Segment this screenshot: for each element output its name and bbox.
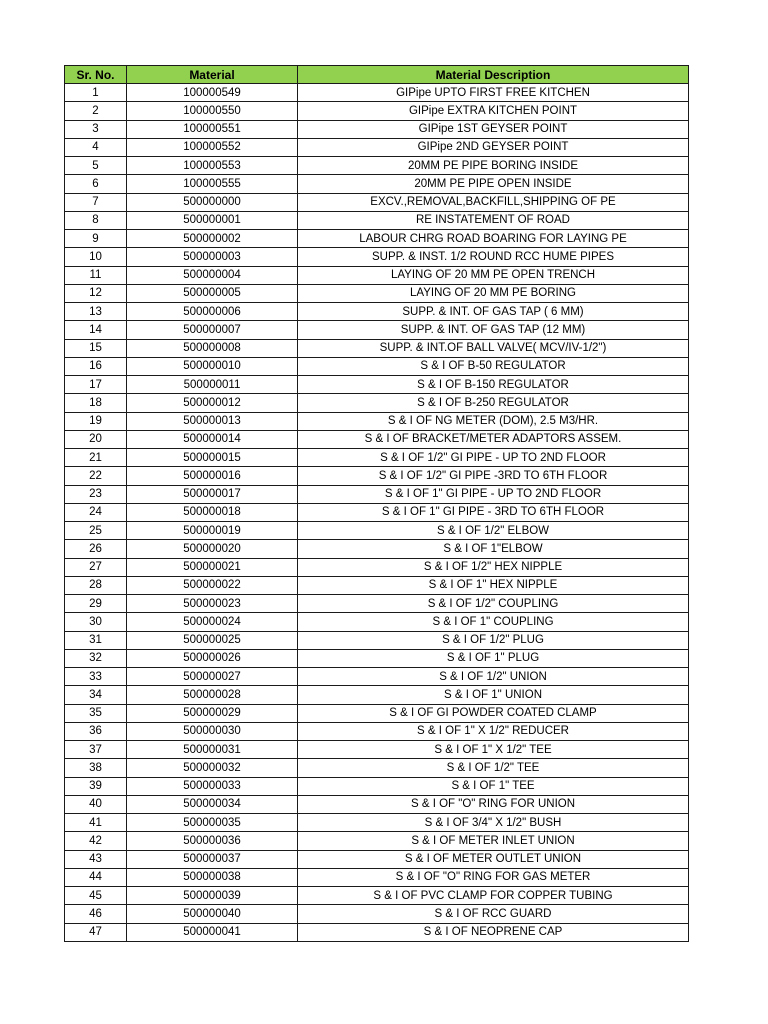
sr-no-cell: 47 xyxy=(65,923,127,941)
sr-no-cell: 7 xyxy=(65,193,127,211)
sr-no-cell: 16 xyxy=(65,357,127,375)
table-row xyxy=(65,102,689,120)
table-row xyxy=(65,84,689,102)
sr-no-cell: 25 xyxy=(65,522,127,540)
table-row xyxy=(65,339,689,357)
sr-no-cell: 19 xyxy=(65,412,127,430)
table-row xyxy=(65,795,689,813)
material-description-cell: S & I OF RCC GUARD xyxy=(298,905,689,923)
table-row xyxy=(65,887,689,905)
material-code-cell: 500000017 xyxy=(127,485,298,503)
sr-no-cell: 23 xyxy=(65,485,127,503)
table-row xyxy=(65,522,689,540)
sr-no-cell: 12 xyxy=(65,284,127,302)
table-row xyxy=(65,449,689,467)
sr-no-cell: 44 xyxy=(65,868,127,886)
material-description-cell: S & I OF METER OUTLET UNION xyxy=(298,850,689,868)
material-description-cell: S & I OF 1/2" COUPLING xyxy=(298,595,689,613)
sr-no-cell: 45 xyxy=(65,887,127,905)
material-description-cell: S & I OF B-250 REGULATOR xyxy=(298,394,689,412)
sr-no-cell: 42 xyxy=(65,832,127,850)
material-description-cell: S & I OF 1/2" GI PIPE - UP TO 2ND FLOOR xyxy=(298,449,689,467)
table-body xyxy=(65,84,689,942)
table-row xyxy=(65,576,689,594)
material-description-cell: SUPP. & INT. OF GAS TAP (12 MM) xyxy=(298,321,689,339)
material-description-cell: S & I OF 1/2" HEX NIPPLE xyxy=(298,558,689,576)
material-description-cell: S & I OF 1" PLUG xyxy=(298,649,689,667)
material-code-cell: 500000041 xyxy=(127,923,298,941)
material-description-cell: S & I OF METER INLET UNION xyxy=(298,832,689,850)
material-description-cell: RE INSTATEMENT OF ROAD xyxy=(298,211,689,229)
sr-no-cell: 11 xyxy=(65,266,127,284)
material-code-cell: 500000022 xyxy=(127,576,298,594)
material-table xyxy=(64,65,689,942)
material-code-cell: 500000014 xyxy=(127,430,298,448)
sr-no-cell: 33 xyxy=(65,668,127,686)
sr-no-cell: 37 xyxy=(65,741,127,759)
material-description-cell: GIPipe 2ND GEYSER POINT xyxy=(298,138,689,156)
table-row xyxy=(65,376,689,394)
sr-no-cell: 6 xyxy=(65,175,127,193)
sr-no-cell: 43 xyxy=(65,850,127,868)
material-description-cell: S & I OF "O" RING FOR UNION xyxy=(298,795,689,813)
material-description-cell: LAYING OF 20 MM PE OPEN TRENCH xyxy=(298,266,689,284)
material-description-cell: S & I OF NEOPRENE CAP xyxy=(298,923,689,941)
sr-no-cell: 22 xyxy=(65,467,127,485)
sr-no-cell: 2 xyxy=(65,102,127,120)
material-description-cell: S & I OF B-150 REGULATOR xyxy=(298,376,689,394)
sr-no-cell: 35 xyxy=(65,704,127,722)
table-row xyxy=(65,540,689,558)
material-description-cell: SUPP. & INST. 1/2 ROUND RCC HUME PIPES xyxy=(298,248,689,266)
material-code-cell: 500000030 xyxy=(127,722,298,740)
material-description-cell: S & I OF 1/2" PLUG xyxy=(298,631,689,649)
material-code-cell: 500000010 xyxy=(127,357,298,375)
sr-no-cell: 3 xyxy=(65,120,127,138)
table-row xyxy=(65,175,689,193)
sr-no-cell: 32 xyxy=(65,649,127,667)
table-row xyxy=(65,248,689,266)
table-row xyxy=(65,357,689,375)
sr-no-cell: 34 xyxy=(65,686,127,704)
material-description-cell: S & I OF "O" RING FOR GAS METER xyxy=(298,868,689,886)
material-code-cell: 500000035 xyxy=(127,814,298,832)
material-code-cell: 500000011 xyxy=(127,376,298,394)
material-code-cell: 500000002 xyxy=(127,230,298,248)
material-code-cell: 500000013 xyxy=(127,412,298,430)
sr-no-cell: 40 xyxy=(65,795,127,813)
sr-no-cell: 41 xyxy=(65,814,127,832)
material-code-cell: 100000553 xyxy=(127,157,298,175)
sr-no-cell: 15 xyxy=(65,339,127,357)
material-code-cell: 500000019 xyxy=(127,522,298,540)
material-description-cell: SUPP. & INT.OF BALL VALVE( MCV/IV-1/2") xyxy=(298,339,689,357)
material-code-cell: 100000555 xyxy=(127,175,298,193)
header-material: Material xyxy=(127,66,298,84)
table-row xyxy=(65,741,689,759)
material-description-cell: S & I OF 1"ELBOW xyxy=(298,540,689,558)
table-row xyxy=(65,722,689,740)
material-description-cell: S & I OF 1/2" ELBOW xyxy=(298,522,689,540)
table-row xyxy=(65,850,689,868)
material-code-cell: 500000001 xyxy=(127,211,298,229)
material-code-cell: 100000552 xyxy=(127,138,298,156)
table-row xyxy=(65,157,689,175)
sr-no-cell: 27 xyxy=(65,558,127,576)
material-description-cell: LAYING OF 20 MM PE BORING xyxy=(298,284,689,302)
material-code-cell: 500000024 xyxy=(127,613,298,631)
table-row xyxy=(65,686,689,704)
table-row xyxy=(65,777,689,795)
table-row xyxy=(65,868,689,886)
sr-no-cell: 38 xyxy=(65,759,127,777)
material-description-cell: S & I OF B-50 REGULATOR xyxy=(298,357,689,375)
sr-no-cell: 8 xyxy=(65,211,127,229)
material-code-cell: 500000029 xyxy=(127,704,298,722)
material-code-cell: 100000550 xyxy=(127,102,298,120)
material-code-cell: 500000033 xyxy=(127,777,298,795)
sr-no-cell: 18 xyxy=(65,394,127,412)
sr-no-cell: 4 xyxy=(65,138,127,156)
material-code-cell: 100000549 xyxy=(127,84,298,102)
table-row xyxy=(65,467,689,485)
sr-no-cell: 46 xyxy=(65,905,127,923)
table-row xyxy=(65,814,689,832)
table-row xyxy=(65,558,689,576)
material-description-cell: SUPP. & INT. OF GAS TAP ( 6 MM) xyxy=(298,303,689,321)
sr-no-cell: 36 xyxy=(65,722,127,740)
table-row xyxy=(65,430,689,448)
material-code-cell: 500000040 xyxy=(127,905,298,923)
material-code-cell: 500000006 xyxy=(127,303,298,321)
material-code-cell: 500000015 xyxy=(127,449,298,467)
material-description-cell: S & I OF GI POWDER COATED CLAMP xyxy=(298,704,689,722)
table-row xyxy=(65,284,689,302)
table-header xyxy=(65,66,689,84)
table-row xyxy=(65,704,689,722)
material-description-cell: S & I OF 1" GI PIPE - UP TO 2ND FLOOR xyxy=(298,485,689,503)
material-description-cell: S & I OF 1" GI PIPE - 3RD TO 6TH FLOOR xyxy=(298,503,689,521)
material-code-cell: 500000003 xyxy=(127,248,298,266)
material-description-cell: S & I OF 1/2" TEE xyxy=(298,759,689,777)
table-row xyxy=(65,613,689,631)
sr-no-cell: 1 xyxy=(65,84,127,102)
material-code-cell: 500000012 xyxy=(127,394,298,412)
material-code-cell: 500000039 xyxy=(127,887,298,905)
table-row xyxy=(65,595,689,613)
table-row xyxy=(65,230,689,248)
material-code-cell: 500000027 xyxy=(127,668,298,686)
material-description-cell: S & I OF 1/2" UNION xyxy=(298,668,689,686)
material-code-cell: 500000031 xyxy=(127,741,298,759)
material-code-cell: 500000025 xyxy=(127,631,298,649)
material-description-cell: S & I OF 1/2" GI PIPE -3RD TO 6TH FLOOR xyxy=(298,467,689,485)
sr-no-cell: 24 xyxy=(65,503,127,521)
table-row xyxy=(65,120,689,138)
table-row xyxy=(65,266,689,284)
material-description-cell: S & I OF 1" HEX NIPPLE xyxy=(298,576,689,594)
sr-no-cell: 17 xyxy=(65,376,127,394)
table-row xyxy=(65,211,689,229)
material-description-cell: GIPipe UPTO FIRST FREE KITCHEN xyxy=(298,84,689,102)
material-description-cell: GIPipe EXTRA KITCHEN POINT xyxy=(298,102,689,120)
sr-no-cell: 9 xyxy=(65,230,127,248)
material-description-cell: S & I OF PVC CLAMP FOR COPPER TUBING xyxy=(298,887,689,905)
table-row xyxy=(65,321,689,339)
material-code-cell: 500000021 xyxy=(127,558,298,576)
sr-no-cell: 20 xyxy=(65,430,127,448)
material-description-cell: S & I OF 1" X 1/2" TEE xyxy=(298,741,689,759)
table-row xyxy=(65,394,689,412)
header-material-description: Material Description xyxy=(298,66,689,84)
material-description-cell: GIPipe 1ST GEYSER POINT xyxy=(298,120,689,138)
material-code-cell: 500000036 xyxy=(127,832,298,850)
table-row xyxy=(65,631,689,649)
sr-no-cell: 39 xyxy=(65,777,127,795)
material-description-cell: 20MM PE PIPE BORING INSIDE xyxy=(298,157,689,175)
material-code-cell: 500000018 xyxy=(127,503,298,521)
material-code-cell: 500000008 xyxy=(127,339,298,357)
sr-no-cell: 21 xyxy=(65,449,127,467)
material-description-cell: S & I OF 1" UNION xyxy=(298,686,689,704)
table-row xyxy=(65,303,689,321)
material-code-cell: 500000020 xyxy=(127,540,298,558)
material-description-cell: S & I OF NG METER (DOM), 2.5 M3/HR. xyxy=(298,412,689,430)
material-description-cell: S & I OF 1" COUPLING xyxy=(298,613,689,631)
sr-no-cell: 5 xyxy=(65,157,127,175)
table-row xyxy=(65,668,689,686)
material-code-cell: 100000551 xyxy=(127,120,298,138)
material-description-cell: EXCV.,REMOVAL,BACKFILL,SHIPPING OF PE xyxy=(298,193,689,211)
header-sr-no: Sr. No. xyxy=(65,66,127,84)
table-row xyxy=(65,503,689,521)
material-code-cell: 500000034 xyxy=(127,795,298,813)
material-code-cell: 500000028 xyxy=(127,686,298,704)
material-code-cell: 500000037 xyxy=(127,850,298,868)
material-code-cell: 500000016 xyxy=(127,467,298,485)
sr-no-cell: 26 xyxy=(65,540,127,558)
material-code-cell: 500000038 xyxy=(127,868,298,886)
sr-no-cell: 10 xyxy=(65,248,127,266)
table-row xyxy=(65,923,689,941)
table-row xyxy=(65,649,689,667)
sr-no-cell: 13 xyxy=(65,303,127,321)
material-code-cell: 500000026 xyxy=(127,649,298,667)
material-description-cell: 20MM PE PIPE OPEN INSIDE xyxy=(298,175,689,193)
sr-no-cell: 29 xyxy=(65,595,127,613)
sr-no-cell: 28 xyxy=(65,576,127,594)
material-description-cell: S & I OF BRACKET/METER ADAPTORS ASSEM. xyxy=(298,430,689,448)
table-row xyxy=(65,759,689,777)
material-code-cell: 500000032 xyxy=(127,759,298,777)
material-code-cell: 500000023 xyxy=(127,595,298,613)
table-row xyxy=(65,485,689,503)
sr-no-cell: 31 xyxy=(65,631,127,649)
material-code-cell: 500000005 xyxy=(127,284,298,302)
material-description-cell: S & I OF 1" X 1/2" REDUCER xyxy=(298,722,689,740)
table-row xyxy=(65,193,689,211)
sr-no-cell: 14 xyxy=(65,321,127,339)
material-description-cell: LABOUR CHRG ROAD BOARING FOR LAYING PE xyxy=(298,230,689,248)
material-code-cell: 500000004 xyxy=(127,266,298,284)
table-row xyxy=(65,412,689,430)
material-code-cell: 500000000 xyxy=(127,193,298,211)
header-row xyxy=(65,66,689,84)
sr-no-cell: 30 xyxy=(65,613,127,631)
material-description-cell: S & I OF 1" TEE xyxy=(298,777,689,795)
table-row xyxy=(65,832,689,850)
table-row xyxy=(65,138,689,156)
material-code-cell: 500000007 xyxy=(127,321,298,339)
material-description-cell: S & I OF 3/4" X 1/2" BUSH xyxy=(298,814,689,832)
table-row xyxy=(65,905,689,923)
